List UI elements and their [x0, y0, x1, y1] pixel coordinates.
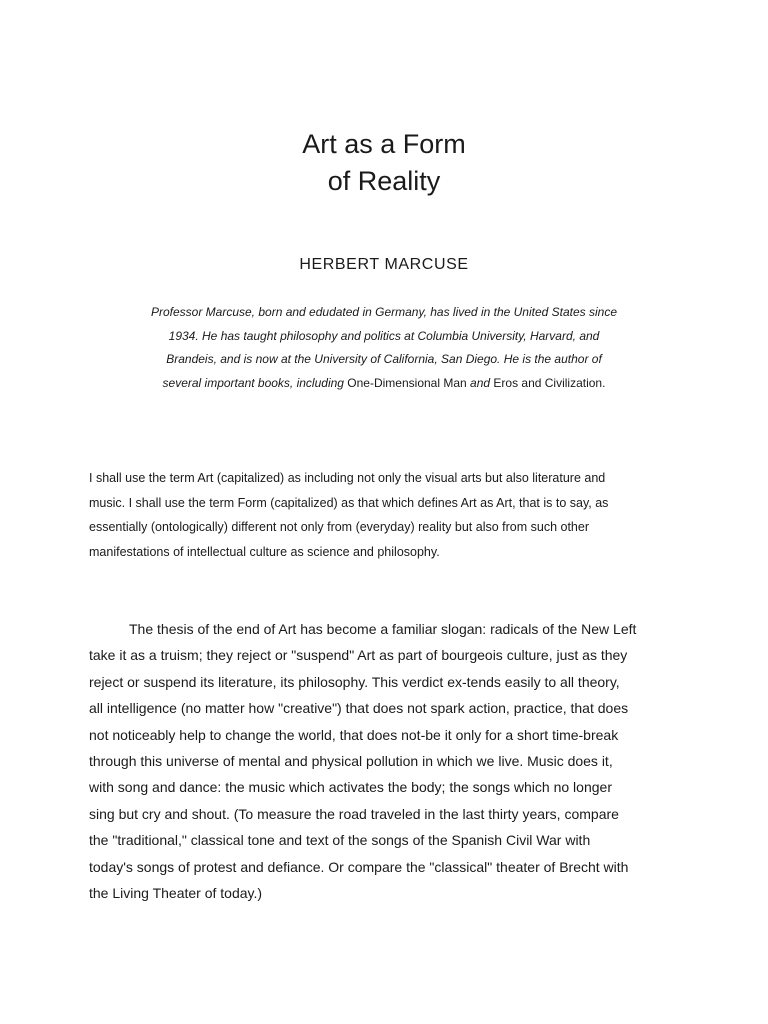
body-line: today's songs of protest and defiance. Or compare the "classical" theater of Brecht with	[89, 858, 629, 875]
bio-line: 1934. He has taught philosophy and politics at Columbia University, Harvard, and	[168, 328, 600, 343]
bio-line	[120, 372, 648, 396]
bio-text: several important books, including	[162, 375, 348, 390]
intro-line: music. I shall use the term Form (capitalized) as that which defines Art as Art, that is to say, as	[89, 495, 609, 510]
title-line-1: Art as a Form	[302, 129, 466, 159]
body-line: not noticeably help to change the world, that does not-be it only for a short time-break	[89, 726, 619, 743]
page-title	[0, 126, 768, 200]
intro-line: manifestations of intellectual culture as science and philosophy.	[89, 544, 440, 559]
intro-paragraph	[89, 466, 689, 564]
intro-line: essentially (ontologically) different not only from (everyday) reality but also from such other	[89, 520, 589, 534]
body-line: reject or suspend its literature, its philosophy. This verdict ex-tends easily to all theory,	[89, 673, 620, 690]
body-line: sing but cry and shout. (To measure the road traveled in the last thirty years, compare	[89, 805, 619, 822]
body-line: through this universe of mental and physical pollution in which we live. Music does it,	[89, 753, 613, 770]
body-line: take it as a truism; they reject or "suspend" Art as part of bourgeois culture, just as they	[89, 647, 628, 664]
author-name: HERBERT MARCUSE	[299, 256, 469, 273]
bio-text: and	[466, 375, 494, 390]
body-line: the "traditional," classical tone and text of the songs of the Spanish Civil War with	[89, 832, 591, 849]
body-line: with song and dance: the music which activates the body; the songs which no longer	[89, 779, 612, 796]
body-line: The thesis of the end of Art has become a familiar slogan: radicals of the New Left	[129, 621, 637, 637]
body-paragraph	[89, 616, 685, 906]
intro-line: I shall use the term Art (capitalized) as including not only the visual arts but also literature and	[89, 471, 606, 485]
bio-line: Professor Marcuse, born and edudated in Germany, has lived in the United States since	[150, 305, 618, 319]
author-bio	[120, 301, 648, 395]
title-line-2: of Reality	[327, 166, 441, 196]
bio-line: Brandeis, and is now at the University of California, San Diego. He is the author of	[166, 352, 602, 366]
book-title: One-Dimensional Man	[347, 375, 467, 390]
body-line: all intelligence (no matter how "creative") that does not spark action, practice, that does	[89, 700, 629, 717]
book-title: Eros and Civilization.	[493, 375, 606, 390]
body-line: the Living Theater of today.)	[89, 885, 263, 902]
